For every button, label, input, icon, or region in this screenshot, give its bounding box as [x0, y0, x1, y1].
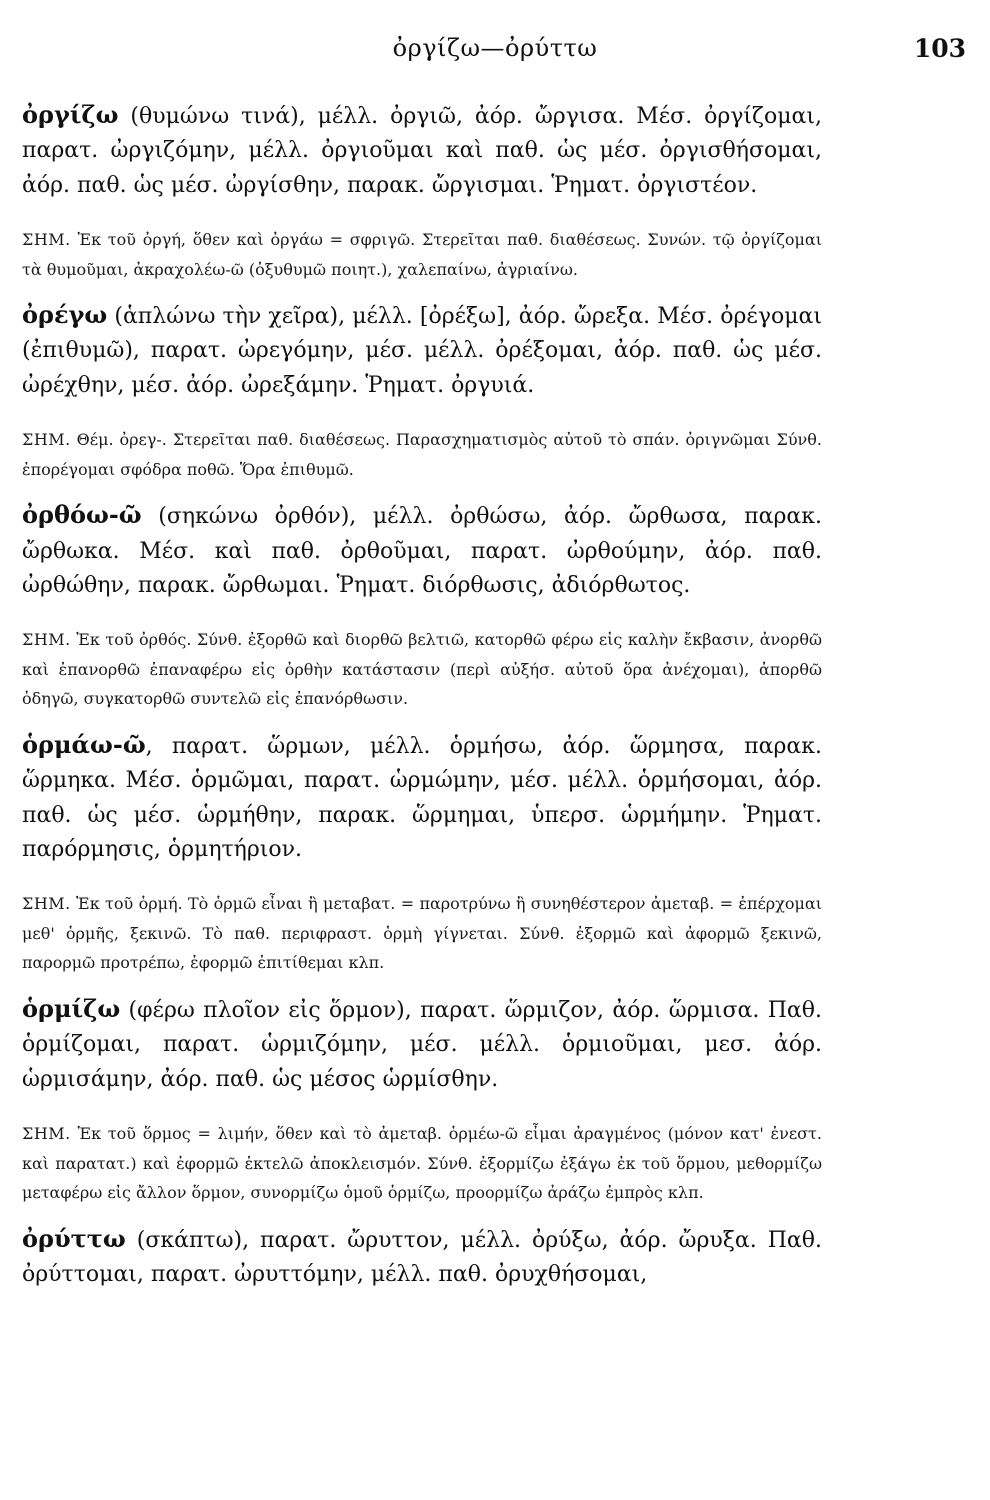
- note-text: Ἐκ τοῦ ὀρθός. Σύνθ. ἐξορθῶ καὶ διορθῶ βελτιῶ, κατορθῶ φέρω εἰς καλὴν ἔκβασιν, ἀνορθῶ καὶ ἐπανορθῶ ἐπαναφέρω εἰς ὀρθὴν κατάστασιν (περὶ αὐξήσ. αὐτοῦ ὅρα ἀνέχομαι), ἀπορθῶ ὁδηγῶ, συγκατορθῶ συντελῶ εἰς ἐπανόρθωσιν.: [22, 630, 822, 709]
- note-text: Ἐκ τοῦ ὁρμή. Τὸ ὁρμῶ εἶναι ἢ μεταβατ. = παροτρύνω ἢ συνηθέστερον ἀμεταβ. = ἐπέρχομαι μεθ' ὁρμῆς, ξεκινῶ. Τὸ παθ. περιφραστ. ὁρμὴ γίγνεται. Σύνθ. ἐξορμῶ καὶ ἀφορμῶ ξεκινῶ, παρορμῶ προτρέπω, ἐφορμῶ ἐπιτίθεμαι κλπ.: [22, 894, 822, 973]
- entry-note: [22, 889, 822, 978]
- note-label: ΣΗΜ.: [22, 630, 71, 650]
- entry-text: (θυμώνω τινά), μέλλ. ὀργιῶ, ἀόρ. ὤργισα. Μέσ. ὀργίζομαι, παρατ. ὠργιζόμην, μέλλ. ὀργιοῦμαι καὶ παθ. ὡς μέσ. ὀργισθήσομαι, ἀόρ. παθ. ὡς μέσ. ὠργίσθην, παρακ. ὤργισμαι. Ῥηματ. ὀργιστέον.: [22, 104, 822, 198]
- entry-text: (ἁπλώνω τὴν χεῖρα), μέλλ. [ὀρέξω], ἀόρ. ὤρεξα. Μέσ. ὀρέγομαι (ἐπιθυμῶ), παρατ. ὠρεγόμην, μέσ. μέλλ. ὀρέξομαι, ἀόρ. παθ. ὡς μέσ. ὠρέχθην, μέσ. ἀόρ. ὠρεξάμην. Ῥηματ. ὀργυιά.: [22, 304, 822, 398]
- entry-text: , παρατ. ὥρμων, μέλλ. ὁρμήσω, ἀόρ. ὥρμησα, παρακ. ὥρμηκα. Μέσ. ὁρμῶμαι, παρατ. ὡρμώμην, μέσ. μέλλ. ὁρμήσομαι, ἀόρ. παθ. ὡς μέσ. ὡρμήθην, παρακ. ὥρμημαι, ὑπερσ. ὡρμήμην. Ῥηματ. παρόρμησις, ὁρμητήριον.: [22, 733, 822, 862]
- entry-headword: ὁρμάω-ῶ: [22, 729, 146, 759]
- note-text: Θέμ. ὀρεγ-. Στερεῖται παθ. διαθέσεως. Παρασχηματισμὸς αὐτοῦ τὸ σπάν. ὀριγνῶμαι Σύνθ. ἐπορέγομαι σφόδρα ποθῶ. Ὅρα ἐπιθυμῶ.: [22, 430, 822, 479]
- entry-headword: ὁρμίζω: [22, 994, 121, 1023]
- note-text: Ἐκ τοῦ ὀργή, ὅθεν καὶ ὀργάω = σφριγῶ. Στερεῖται παθ. διαθέσεως. Συνών. τῷ ὀργίζομαι τὰ θυμοῦμαι, ἀκραχολέω-ῶ (ὀξυθυμῶ ποιητ.), χαλεπαίνω, ἀγριαίνω.: [22, 229, 822, 279]
- entries-column: [22, 92, 822, 1314]
- dictionary-entry: [22, 496, 822, 603]
- entry-headword: ὀργίζω: [22, 100, 119, 129]
- entry-note: [22, 625, 822, 714]
- running-title: ὀργίζω—ὀρύττω: [392, 34, 598, 62]
- entry-text: (σκάπτω), παρατ. ὤρυττον, μέλλ. ὀρύξω, ἀόρ. ὤρυξα. Παθ. ὀρύττομαι, παρατ. ὠρυττόμην, μέλλ. παθ. ὀρυχθήσομαι,: [22, 1227, 822, 1288]
- note-label: ΣΗΜ.: [22, 894, 71, 914]
- dictionary-entry: [22, 1220, 822, 1293]
- page-header: [24, 34, 966, 66]
- entry-note: [22, 1119, 822, 1208]
- entry-headword: ὀρύττω: [22, 1223, 126, 1253]
- dictionary-entry: [22, 96, 822, 203]
- dictionary-entry: [22, 990, 822, 1097]
- entry-text: (σηκώνω ὀρθόν), μέλλ. ὀρθώσω, ἀόρ. ὤρθωσα, παρακ. ὤρθωκα. Μέσ. καὶ παθ. ὀρθοῦμαι, παρατ. ὠρθούμην, ἀόρ. παθ. ὠρθώθην, παρακ. ὤρθωμαι. Ῥηματ. διόρθωσις, ἀδιόρθωτος.: [22, 504, 822, 598]
- note-label: ΣΗΜ.: [22, 229, 71, 249]
- entry-note: [22, 225, 822, 284]
- dictionary-entry: [22, 296, 822, 403]
- dictionary-entry: [22, 726, 822, 867]
- entry-text: (φέρω πλοῖον εἰς ὅρμον), παρατ. ὥρμιζον, ἀόρ. ὥρμισα. Παθ. ὁρμίζομαι, παρατ. ὡρμιζόμην, μέσ. μέλλ. ὁρμιοῦμαι, μεσ. ἀόρ. ὡρμισάμην, ἀόρ. παθ. ὡς μέσος ὡρμίσθην.: [22, 998, 822, 1092]
- note-label: ΣΗΜ.: [22, 1123, 71, 1143]
- entry-note: [22, 425, 822, 484]
- entry-headword: ὀρθόω-ῶ: [22, 500, 142, 530]
- page-number: 103: [913, 34, 966, 63]
- note-text: Ἐκ τοῦ ὅρμος = λιμήν, ὅθεν καὶ τὸ ἀμεταβ. ὁρμέω-ῶ εἶμαι ἀραγμένος (μόνον κατ' ἐνεστ. καὶ παρατατ.) καὶ ἐφορμῶ ἐκτελῶ ἀποκλεισμόν. Σύνθ. ἐξορμίζω ἐξάγω ἐκ τοῦ ὅρμου, μεθορμίζω μεταφέρω εἰς ἄλλον ὅρμον, συνορμίζω ὁμοῦ ὁρμίζω, προορμίζω ἀράζω ἐμπρὸς κλπ.: [22, 1123, 822, 1203]
- entry-headword: ὀρέγω: [22, 300, 108, 330]
- note-label: ΣΗΜ.: [22, 430, 71, 450]
